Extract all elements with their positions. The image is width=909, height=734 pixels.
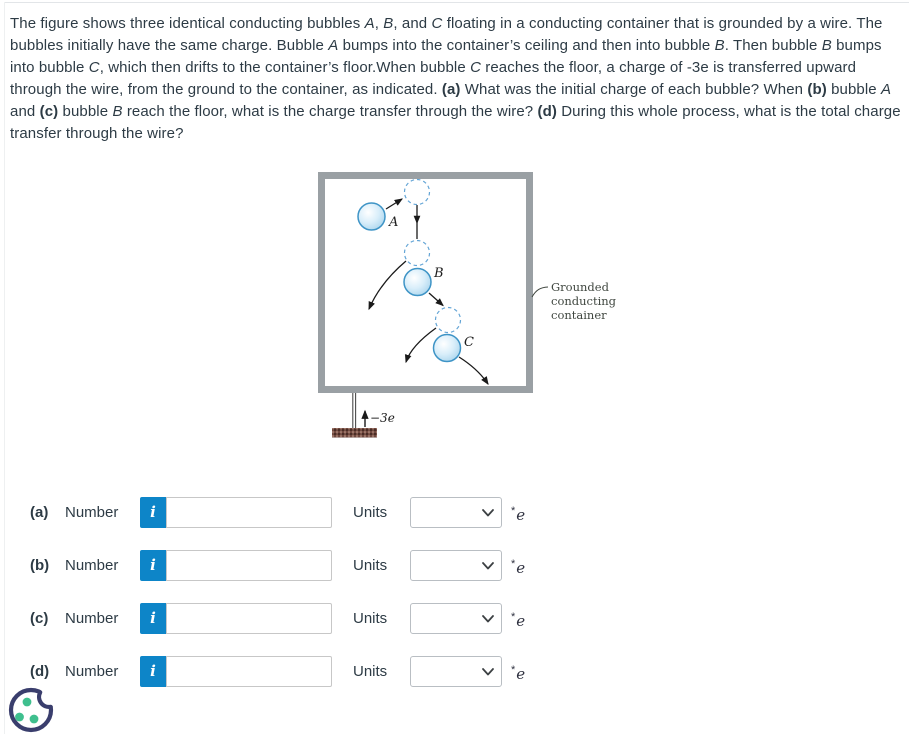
unit-suffix-star: * [511, 664, 517, 676]
number-label: Number [65, 610, 119, 627]
unit-suffix [511, 497, 525, 528]
unit-suffix-var: e [516, 665, 526, 683]
number-input[interactable] [166, 550, 332, 581]
container-caption-line1: Grounded [551, 280, 609, 294]
ground-symbol [332, 428, 377, 438]
number-label: Number [65, 663, 119, 680]
units-select[interactable] [410, 550, 502, 581]
number-input[interactable] [166, 497, 332, 528]
units-label: Units [353, 610, 388, 627]
figure-diagram [310, 165, 650, 450]
unit-suffix [511, 603, 525, 634]
units-label: Units [353, 557, 388, 574]
units-select[interactable] [410, 497, 502, 528]
part-letter: (b) [30, 557, 50, 574]
problem-text: The figure shows three identical conducting bubbles A, B, and C floating in a conducting container that is grounded by a wire. The bubbles initially have the same charge. Bubble A bumps into the container’s ceiling and then into bubble B. Then bubble B bumps into bubble C, which then drifts to the container’s floor.When bubble C reaches the floor, a charge of -3e is transferred upward through the wire, from the ground to the container, as indicated. (a) What was the initial charge of each bubble? When (b) bubble A and (c) bubble B reach the floor, what is the charge transfer through the wire? (d) During this whole process, what is the total charge transfer through the wire? [10, 15, 901, 142]
panel-border-top [4, 2, 909, 3]
container-caption-line2: conducting [551, 294, 617, 308]
units-select[interactable] [410, 656, 502, 687]
units-label: Units [353, 504, 388, 521]
number-input[interactable] [166, 656, 332, 687]
cookie-dot [15, 713, 24, 722]
number-label: Number [65, 504, 119, 521]
cookie-consent-icon[interactable] [6, 686, 58, 734]
bubble-b-label: B [434, 266, 444, 281]
unit-suffix [511, 550, 525, 581]
units-select-wrap [410, 656, 502, 687]
bubble-b [404, 269, 431, 296]
bubble-c-label: C [464, 335, 474, 350]
unit-suffix-star: * [511, 558, 517, 570]
answer-row-a [0, 497, 909, 528]
unit-suffix [511, 656, 525, 687]
bubble-a [358, 203, 385, 230]
units-select-wrap [410, 603, 502, 634]
info-button[interactable]: i [140, 603, 166, 634]
units-select[interactable] [410, 603, 502, 634]
part-letter: (a) [30, 504, 49, 521]
part-letter: (d) [30, 663, 50, 680]
units-select-wrap [410, 550, 502, 581]
part-letter: (c) [30, 610, 49, 627]
units-label: Units [353, 663, 388, 680]
cookie-dot [30, 715, 39, 724]
bubble-c [434, 335, 461, 362]
number-input[interactable] [166, 603, 332, 634]
units-select-wrap [410, 497, 502, 528]
unit-suffix-star: * [511, 505, 517, 517]
info-button[interactable]: i [140, 550, 166, 581]
unit-suffix-star: * [511, 611, 517, 623]
info-button[interactable]: i [140, 656, 166, 687]
cookie-dot [23, 698, 32, 707]
unit-suffix-var: e [516, 612, 526, 630]
answer-row-d [0, 656, 909, 687]
bubble-a-label: A [389, 215, 399, 230]
container-caption-line3: container [551, 308, 607, 322]
caption-leader-line [532, 287, 548, 297]
answer-row-c [0, 603, 909, 634]
wire-charge-label: −3e [370, 411, 395, 425]
number-label: Number [65, 557, 119, 574]
unit-suffix-var: e [516, 506, 526, 524]
unit-suffix-var: e [516, 559, 526, 577]
ground-wire [353, 393, 356, 429]
answer-row-b [0, 550, 909, 581]
info-button[interactable]: i [140, 497, 166, 528]
